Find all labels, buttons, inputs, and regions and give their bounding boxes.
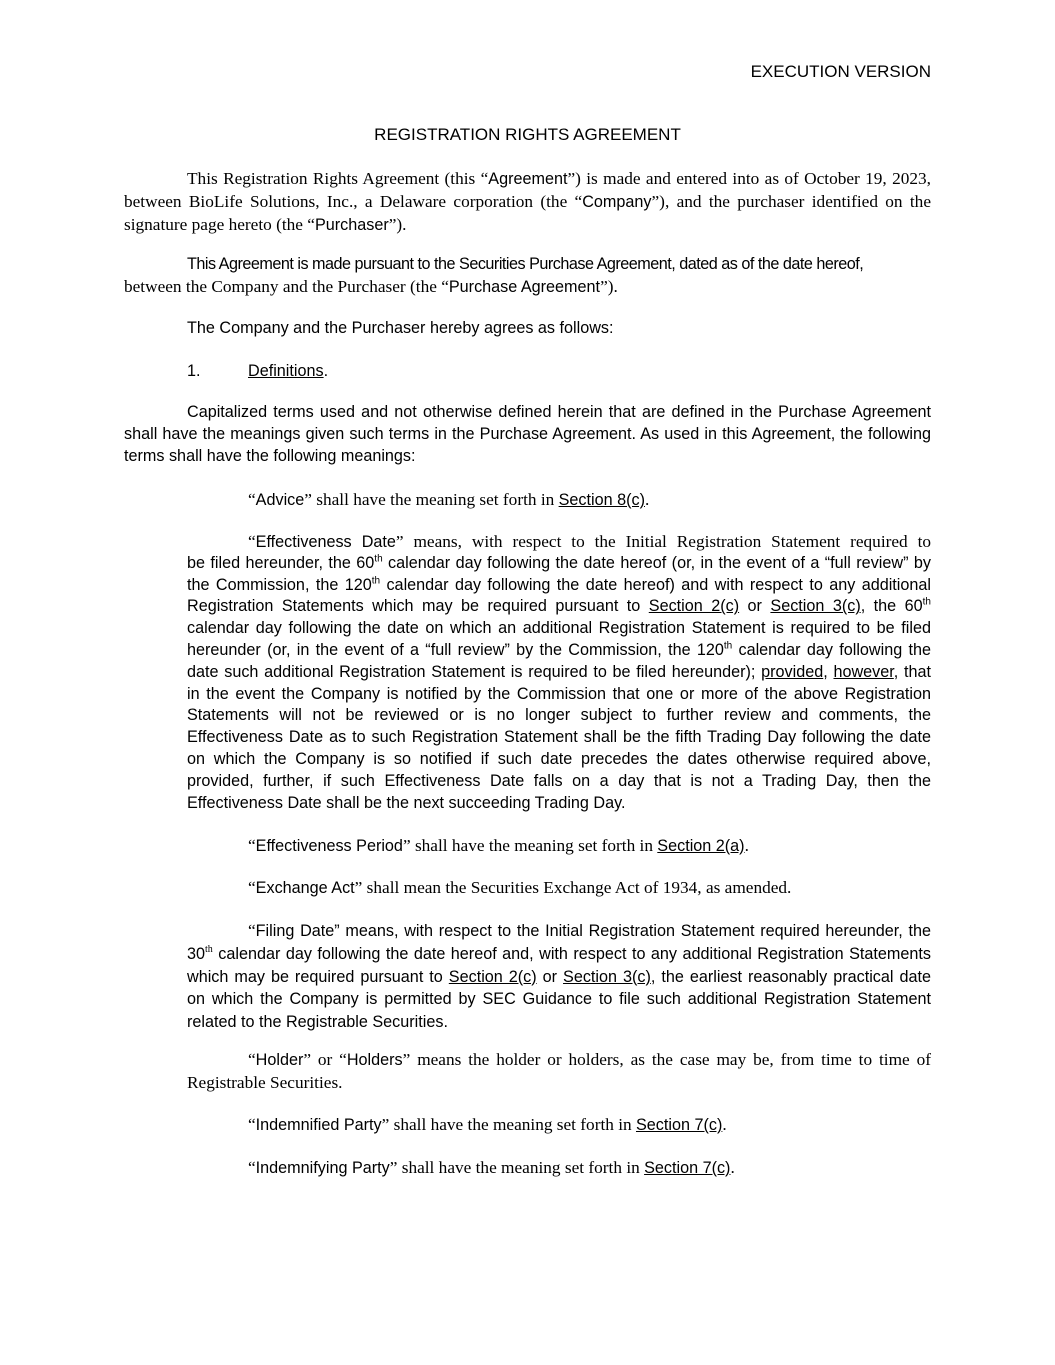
indemnified-section-7c-ref[interactable]: Section 7(c) [635,1116,723,1134]
definition-advice: “Advice” shall have the meaning set forth in Section 8(c). [248,490,650,509]
section-2c-ref[interactable]: Section 2(c) [648,597,740,616]
term-exchange-act: Exchange Act [255,879,355,897]
preamble-paragraph: This Registration Rights Agreement (this “Agreement”) is made and entered into as of October 19, 2023, between BioLife Solutions, Inc., a Delaware corporation (the “Company”), and the purchaser identified on the signature page hereto (the “Purchaser”). [124,169,931,234]
section-8c-ref[interactable]: Section 8(c) [558,491,645,509]
purchase-agreement-line-1: This Agreement is made pursuant to the Securities Purchase Agreement, dated as of the date hereof, [187,255,864,273]
definition-effectiveness-period: “Effectiveness Period” shall have the meaning set forth in Section 2(a). [248,836,749,855]
term-effectiveness-period: Effectiveness Period [255,837,403,855]
term-indemnified-party: Indemnified Party [255,1116,382,1134]
term-indemnifying-party: Indemnifying Party [255,1159,390,1177]
effectiveness-date-line-1: “Effectiveness Date” means, with respect to the Initial Registration Statement required to [248,532,932,551]
term-advice: Advice [255,491,305,509]
definition-exchange-act: “Exchange Act” shall mean the Securities Exchange Act of 1934, as amended. [248,878,792,897]
section-1-title: Definitions. [248,362,329,380]
effectiveness-date-body: be filed hereunder, the 60th calendar day following the date hereof (or, in the event of a “full review” by the Commission, the 120th calendar day following the date hereof) and with respect to any additional Registration Statements which may be required pursuant to Section 2(c) or Section 3(c), the 60th calendar day following the date on which an additional Registration Statement is required to be filed hereunder (or, in the event of a “full review” by the Commission, the 120th calendar day following the date such additional Registration Statement is required to be filed hereunder); provided, however, that in the event the Company is notified by the Commission that one or more of the above Registration Statements will not be reviewed or is no longer subject to further review and comments, the Effectiveness Date as to such Registration Statement shall be the fifth Trading Day following the date on which the Company is so notified if such date precedes the dates otherwise required above, provided, further, if such Effectiveness Date falls on a day that is not a Trading Day, then the Effectiveness Date shall be the next succeeding Trading Day. [187,553,932,812]
agreement-statement: The Company and the Purchaser hereby agrees as follows: [187,319,614,337]
filing-section-2c-ref[interactable]: Section 2(c) [448,967,537,986]
term-effectiveness-date: Effectiveness Date [255,533,396,551]
section-2a-ref[interactable]: Section 2(a) [657,837,745,855]
definition-filing-date: “Filing Date” means, with respect to the Initial Registration Statement required hereunder, the 30th calendar day following the date hereof and, with respect to any additional Registration Statements which may be required pursuant to Section 2(c) or Section 3(c), the earliest reasonably practical date on which the Company is permitted by SEC Guidance to file such additional Registration Statement related to the Registrable Securities. [187,921,931,1032]
indemnifying-section-7c-ref[interactable]: Section 7(c) [644,1159,731,1177]
provided-term: provided [761,662,824,681]
defined-term-purchase-agreement: Purchase Agreement [448,277,601,296]
definitions-intro: Capitalized terms used and not otherwise defined herein that are defined in the Purchase Agreement shall have the meanings given such terms in the Purchase Agreement. As used in this Agreement, the following terms shall have the following meanings: [124,403,931,465]
defined-term-agreement: Agreement [488,170,568,188]
defined-term-purchaser: Purchaser [314,215,389,234]
however-term: however [833,662,894,681]
document-title: REGISTRATION RIGHTS AGREEMENT [374,125,681,144]
term-filing-date: Filing Date [255,922,335,940]
section-1-heading [187,361,201,383]
section-number: 1. [187,362,201,380]
definition-indemnifying-party: “Indemnifying Party” shall have the meaning set forth in Section 7(c). [248,1158,735,1177]
purchase-agreement-line-2: between the Company and the Purchaser (the “Purchase Agreement”). [124,276,618,296]
execution-version-label: EXECUTION VERSION [750,62,931,81]
definition-effectiveness-date [187,531,931,814]
purchase-agreement-paragraph [124,254,931,299]
filing-section-3c-ref[interactable]: Section 3(c) [563,967,651,986]
term-holders: Holders [346,1051,403,1069]
definition-indemnified-party: “Indemnified Party” shall have the meaning set forth in Section 7(c). [248,1115,727,1134]
section-3c-ref[interactable]: Section 3(c) [770,597,861,616]
definition-holder: “Holder” or “Holders” means the holder or holders, as the case may be, from time to time of Registrable Securities. [187,1050,931,1092]
defined-term-company: Company [582,192,652,211]
definitions-heading: Definitions [248,362,324,380]
term-holder: Holder [255,1051,304,1069]
